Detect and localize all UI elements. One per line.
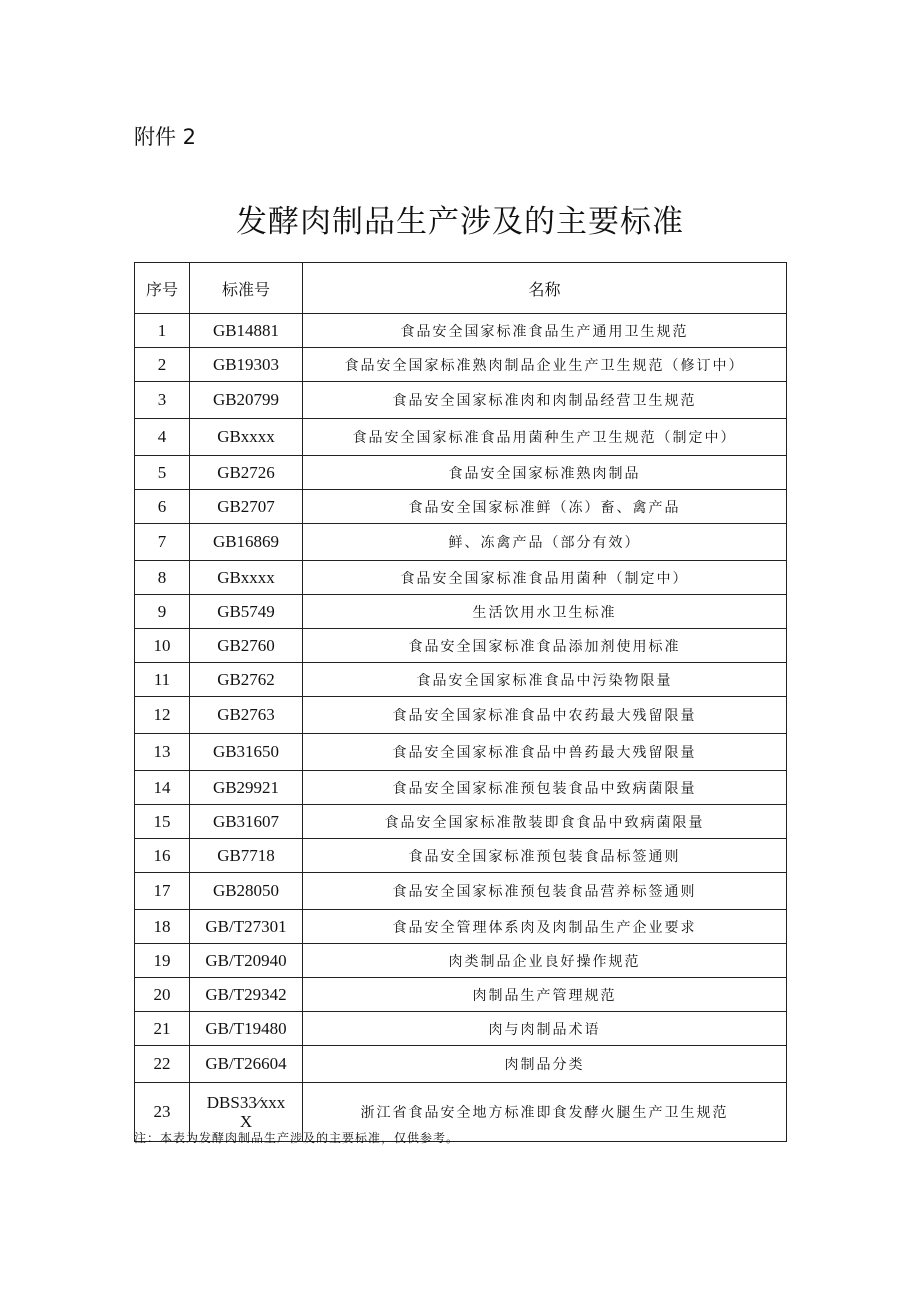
table-row [135,490,787,524]
standard-name: 食品安全国家标准食品生产通用卫生规范 [303,314,787,348]
table-row [135,944,787,978]
table-row [135,839,787,873]
row-number: 1 [135,314,190,348]
standard-name: 肉类制品企业良好操作规范 [303,944,787,978]
table-row [135,314,787,348]
standard-name: 食品安全国家标准预包装食品中致病菌限量 [303,771,787,805]
standard-name: 食品安全国家标准食品用菌种生产卫生规范（制定中） [303,419,787,456]
table-row [135,697,787,734]
table-row [135,595,787,629]
standard-code: GB/T20940 [190,944,303,978]
standard-name: 食品安全管理体系肉及肉制品生产企业要求 [303,910,787,944]
table-row [135,910,787,944]
standard-code: GB31607 [190,805,303,839]
row-number: 22 [135,1046,190,1083]
standard-code: GB16869 [190,524,303,561]
standard-code: GBxxxx [190,561,303,595]
standard-code: GB19303 [190,348,303,382]
table-row [135,456,787,490]
standard-name: 食品安全国家标准预包装食品标签通则 [303,839,787,873]
table-row [135,873,787,910]
table-row [135,663,787,697]
standard-name: 食品安全国家标准预包装食品营养标签通则 [303,873,787,910]
row-number: 19 [135,944,190,978]
standard-code: GB29921 [190,771,303,805]
standard-name: 肉制品分类 [303,1046,787,1083]
standard-name: 食品安全国家标准食品中兽药最大残留限量 [303,734,787,771]
row-number: 14 [135,771,190,805]
table-row [135,771,787,805]
standard-name: 食品安全国家标准食品用菌种（制定中） [303,561,787,595]
table-row [135,561,787,595]
row-number: 20 [135,978,190,1012]
standard-code: GB2760 [190,629,303,663]
header-name: 名称 [303,263,787,314]
standard-name: 浙江省食品安全地方标准即食发酵火腿生产卫生规范 [303,1083,787,1142]
standard-code: GB28050 [190,873,303,910]
standard-code: GB/T29342 [190,978,303,1012]
row-number: 2 [135,348,190,382]
standard-code: GB/T26604 [190,1046,303,1083]
standard-name: 食品安全国家标准鲜（冻）畜、禽产品 [303,490,787,524]
table-row [135,734,787,771]
standard-code: GB7718 [190,839,303,873]
row-number: 21 [135,1012,190,1046]
standard-name: 肉制品生产管理规范 [303,978,787,1012]
row-number: 11 [135,663,190,697]
row-number: 9 [135,595,190,629]
standard-name: 食品安全国家标准肉和肉制品经营卫生规范 [303,382,787,419]
table-row [135,348,787,382]
row-number: 7 [135,524,190,561]
table-row [135,1012,787,1046]
standard-code-line1: DBS33⁄xxx [206,1093,286,1112]
table-row [135,382,787,419]
row-number: 4 [135,419,190,456]
standard-name: 鲜、冻禽产品（部分有效） [303,524,787,561]
row-number: 10 [135,629,190,663]
standard-code: GB14881 [190,314,303,348]
row-number: 17 [135,873,190,910]
row-number: 23 [135,1083,190,1142]
table-row [135,805,787,839]
standard-name: 食品安全国家标准食品中污染物限量 [303,663,787,697]
standard-code: GB2726 [190,456,303,490]
standard-code: GB/T19480 [190,1012,303,1046]
attachment-label: 附件 2 [134,125,197,149]
row-number: 13 [135,734,190,771]
standard-name: 肉与肉制品术语 [303,1012,787,1046]
row-number: 8 [135,561,190,595]
standard-name: 食品安全国家标准熟肉制品 [303,456,787,490]
row-number: 16 [135,839,190,873]
standards-table [134,262,787,1142]
row-number: 3 [135,382,190,419]
table-row [135,978,787,1012]
standard-name: 食品安全国家标准食品中农药最大残留限量 [303,697,787,734]
footnote: 注：本表为发酵肉制品生产涉及的主要标准，仅供参考。 [134,1131,460,1145]
standard-code: GB5749 [190,595,303,629]
standard-code: GB2762 [190,663,303,697]
row-number: 18 [135,910,190,944]
standard-code-line2: X [239,1112,253,1131]
standard-code: GBxxxx [190,419,303,456]
table-header-row [135,263,787,314]
header-index: 序号 [135,263,190,314]
header-code: 标准号 [190,263,303,314]
standard-name: 食品安全国家标准食品添加剂使用标准 [303,629,787,663]
row-number: 12 [135,697,190,734]
standard-name: 食品安全国家标准熟肉制品企业生产卫生规范（修订中） [303,348,787,382]
standard-code: GB31650 [190,734,303,771]
standard-code: GB2707 [190,490,303,524]
standard-name: 生活饮用水卫生标准 [303,595,787,629]
standard-name: 食品安全国家标准散装即食食品中致病菌限量 [303,805,787,839]
table-row [135,419,787,456]
standard-code: GB20799 [190,382,303,419]
page-title: 发酵肉制品生产涉及的主要标准 [236,204,684,240]
row-number: 6 [135,490,190,524]
table-row [135,629,787,663]
table-row [135,1046,787,1083]
standard-code: GB2763 [190,697,303,734]
row-number: 15 [135,805,190,839]
table-row [135,524,787,561]
row-number: 5 [135,456,190,490]
standard-code: GB/T27301 [190,910,303,944]
